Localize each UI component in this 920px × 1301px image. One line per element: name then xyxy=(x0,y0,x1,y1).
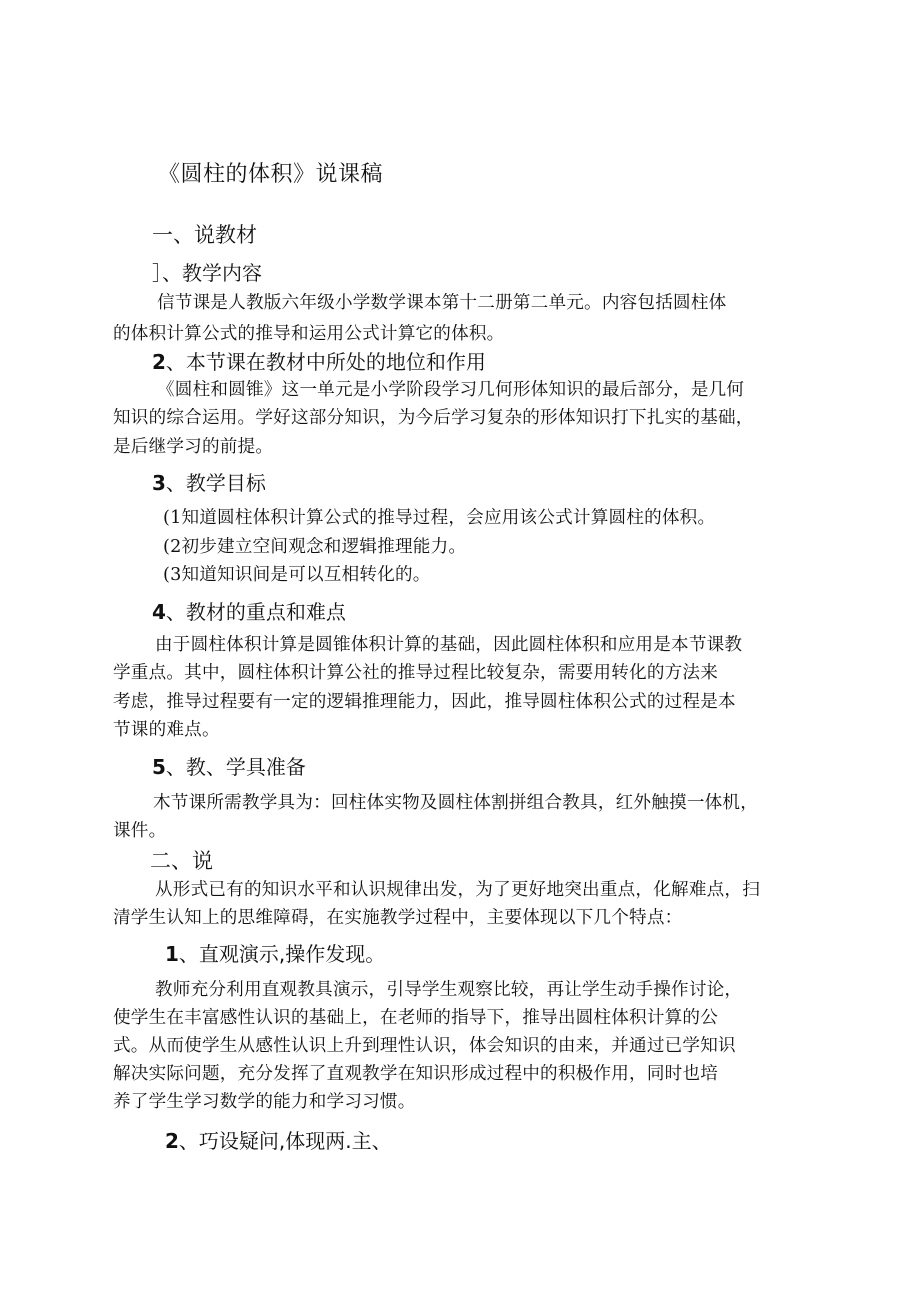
section-1-heading: 一、说教材 xyxy=(152,223,257,247)
sub-2-line-1: 《圆柱和圆锥》这一单元是小学阶段学习几何形体知识的最后部分，是几何 xyxy=(157,380,745,400)
sub-4-heading xyxy=(152,596,346,625)
sub-2-line-3: 是后继学习的前提。 xyxy=(113,437,274,457)
sub-3-heading-text: 、教学目标 xyxy=(165,471,266,495)
sub-2-number: 2 xyxy=(152,350,166,374)
sub-3-number: 3 xyxy=(152,471,166,495)
section-2-line-1: 从形式已有的知识水平和认识规律出发，为了更好地突出重点，化解难点，扫 xyxy=(155,880,760,900)
point-1-line-4: 解决实际问题，充分发挥了直观教学在知识形成过程中的积极作用，同时也培 xyxy=(113,1064,718,1084)
sub-5-heading-text: 、教、学具准备 xyxy=(165,755,306,779)
sub-5-line-2: 课件。 xyxy=(113,821,167,841)
sub-5-line-1: 木节课所需教学具为：回柱体实物及圆柱体割拼组合教具，红外触摸一体机， xyxy=(153,793,758,813)
point-1-line-2: 使学生在丰富感性认识的基础上，在老师的指导下，推导出圆柱体积计算的公 xyxy=(113,1008,718,1028)
point-1-heading xyxy=(165,938,385,967)
sub-2-line-2: 知识的综合运用。学好这部分知识，为今后学习复杂的形体知识打下扎实的基础， xyxy=(113,408,754,428)
sub-1-line-1: 信节课是人教版六年级小学数学课本第十二册第二单元。内容包括圆柱体 xyxy=(157,293,727,313)
section-2-line-2: 清学生认知上的思维障碍，在实施教学过程中，主要体现以下几个特点： xyxy=(113,908,683,928)
sub-4-line-3: 考虑，推导过程要有一定的逻辑推理能力，因此，推导圆柱体积公式的过程是本 xyxy=(113,692,736,712)
sub-4-number: 4 xyxy=(152,600,166,624)
point-2-heading xyxy=(165,1125,392,1154)
objective-2: (2初步建立空间观念和逻辑推理能力。 xyxy=(163,537,467,557)
sub-4-heading-text: 、教材的重点和难点 xyxy=(165,600,346,624)
point-1-line-5: 养了学生学习数学的能力和学习习惯。 xyxy=(113,1092,416,1112)
sub-2-heading xyxy=(152,346,486,375)
sub-2-heading-text: 、本节课在教材中所处的地位和作用 xyxy=(165,350,486,374)
point-1-line-1: 教师充分利用直观教具演示，引导学生观察比较，再让学生动手操作讨论， xyxy=(155,980,743,1000)
point-1-heading-text: 、直观演示,操作发现。 xyxy=(178,942,386,966)
sub-3-heading xyxy=(152,467,266,496)
sub-4-line-2: 学重点。其中，圆柱体积计算公社的推导过程比较复杂，需要用转化的方法来 xyxy=(113,663,718,683)
point-1-line-3: 式。从而使学生从感性认识上升到理性认识，体会知识的由来，并通过已学知识 xyxy=(113,1036,736,1056)
sub-1-heading: ］、教学内容 xyxy=(152,261,262,285)
objective-3: (3知道知识间是可以互相转化的。 xyxy=(163,565,431,585)
point-2-heading-text: 、巧设疑问,体现两.主、 xyxy=(178,1129,392,1153)
sub-5-heading xyxy=(152,751,306,780)
sub-4-line-1: 由于圆柱体积计算是圆锥体积计算的基础，因此圆柱体积和应用是本节课教 xyxy=(155,635,743,655)
point-1-number: 1 xyxy=(165,942,179,966)
point-2-number: 2 xyxy=(165,1129,179,1153)
document-title: 《圆柱的体积》说课稿 xyxy=(158,162,384,187)
sub-1-line-2: 的体积计算公式的推导和运用公式计算它的体积。 xyxy=(113,324,505,344)
sub-5-number: 5 xyxy=(152,755,166,779)
section-2-heading: 二、说 xyxy=(150,849,213,873)
sub-4-line-4: 节课的难点。 xyxy=(113,720,220,740)
objective-1: (1知道圆柱体积计算公式的推导过程，会应用该公式计算圆柱的体积。 xyxy=(163,508,716,528)
